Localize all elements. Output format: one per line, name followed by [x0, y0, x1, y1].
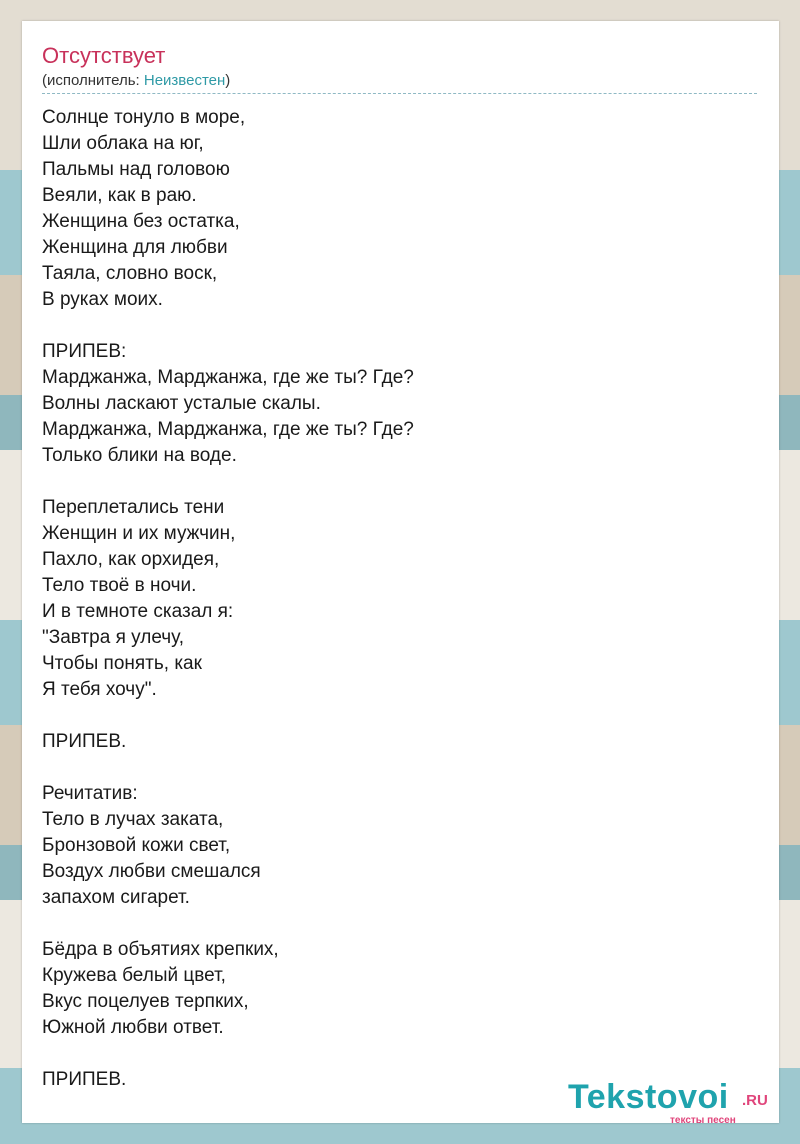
artist-suffix: ) [225, 72, 231, 89]
header-divider [42, 93, 757, 94]
logo-subtitle: тексты песен [670, 1115, 736, 1126]
artist-prefix: (исполнитель: [42, 72, 144, 89]
artist-line [42, 72, 230, 89]
logo-domain: .RU [742, 1092, 768, 1109]
site-logo[interactable] [568, 1077, 778, 1126]
song-title: Отсутствует [42, 43, 166, 68]
artist-link[interactable]: Неизвестен [143, 72, 226, 89]
lyrics-sheet [22, 21, 779, 1126]
song-lyrics: Солнце тонуло в море, Шли облака на юг, Пальмы над головою Веяли, как в раю. Женщина без остатка, Женщина для любви Таяла, словно воск, В руках моих. ПРИПЕВ: Марджанжа, Марджанжа, где же ты? Где? Волны ласкают усталые скалы. Марджанжа, Марджанжа, где же ты? Где? Только блики на воде. Переплетались тени Женщин и их мужчин, Пахло, как орхидея, Тело твоё в ночи. И в темноте сказал я: "Завтра я улечу, Чтобы понять, как Я тебя хочу". ПРИПЕВ. Речитатив: Тело в лучах заката, Бронзовой кожи свет, Воздух любви смешался запахом сигарет. Бёдра в объятиях крепких, Кружева белый цвет, Вкус поцелуев терпких, Южной любви ответ. ПРИПЕВ. [42, 107, 414, 1090]
logo-wordmark: Tekstovoi [568, 1078, 729, 1116]
